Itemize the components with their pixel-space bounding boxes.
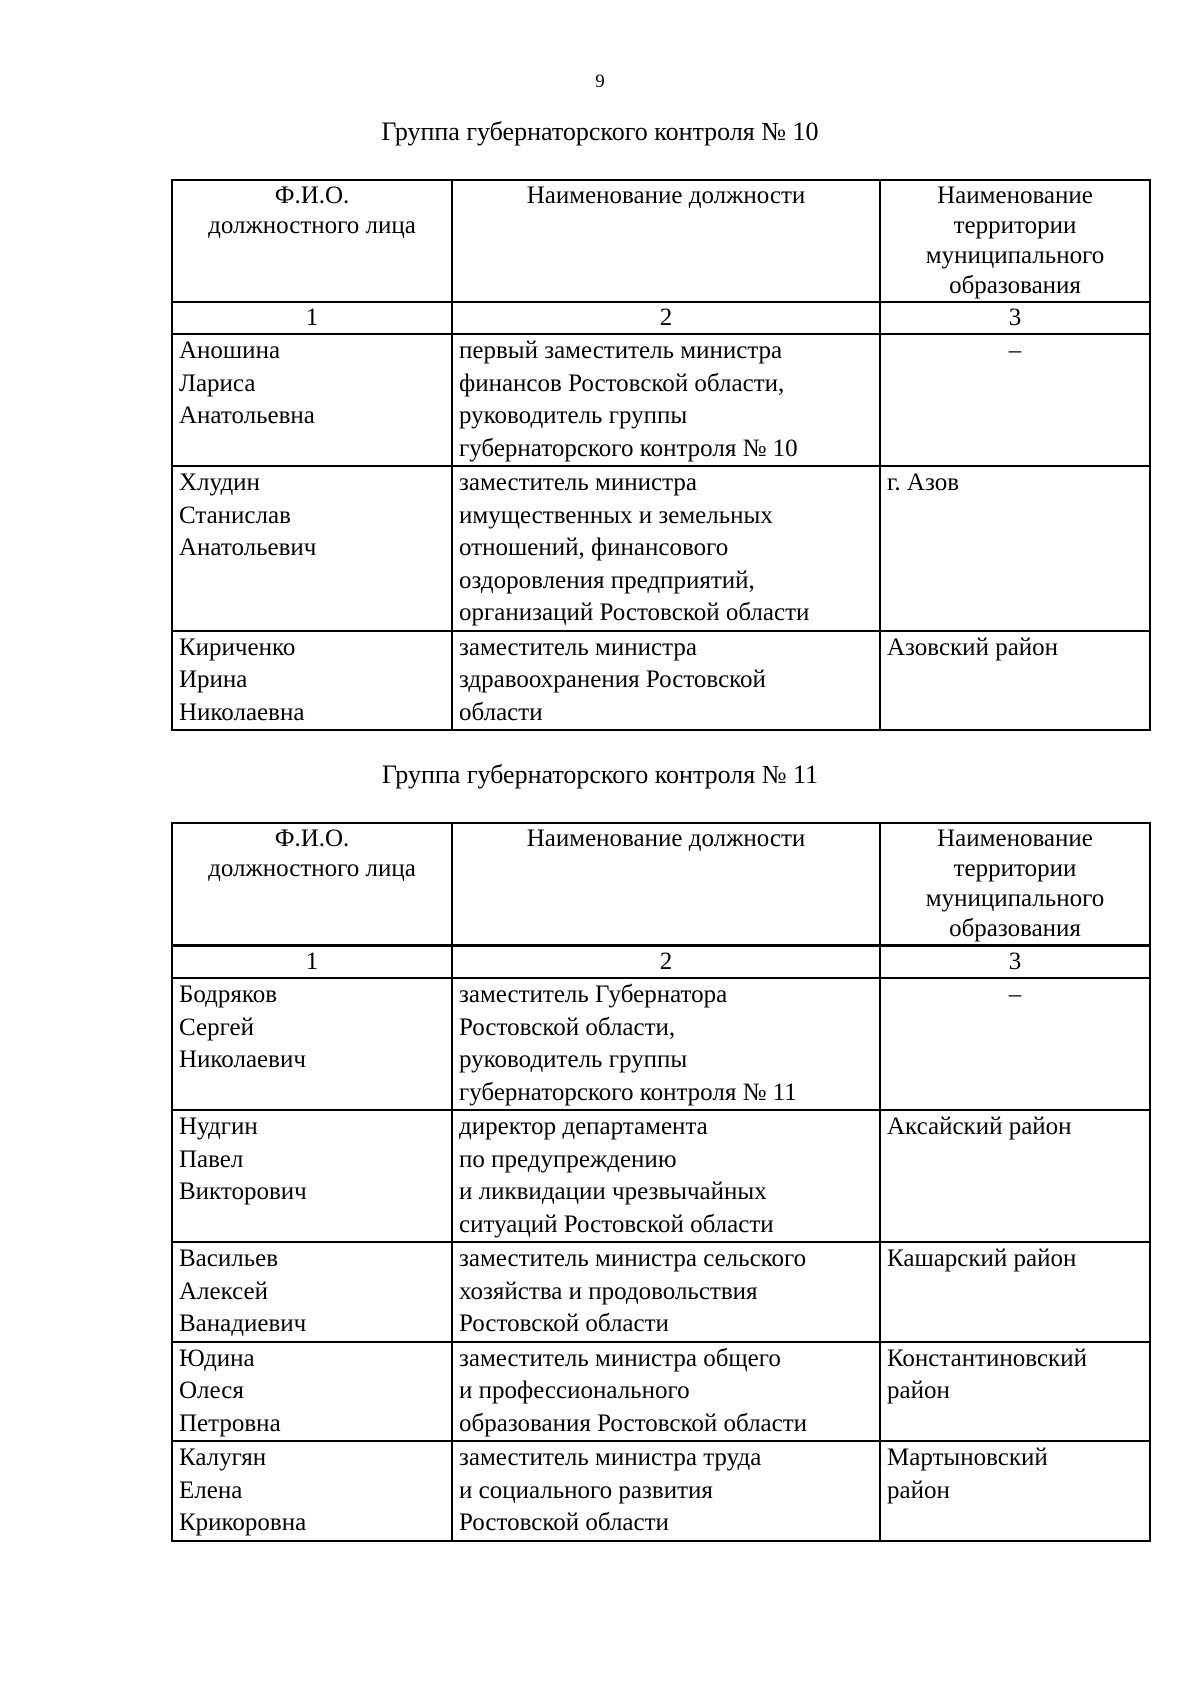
official-name: Нудгин Павел Викторович	[172, 1110, 452, 1242]
territory: Кашарский район	[880, 1242, 1150, 1342]
header-position: Наименование должности	[452, 823, 880, 946]
table-row	[172, 1342, 1150, 1442]
table-row	[172, 1242, 1150, 1342]
table-row	[172, 1441, 1150, 1541]
official-position: заместитель министра сельского хозяйства и продовольствия Ростовской области	[452, 1242, 880, 1342]
column-number-row	[172, 946, 1150, 979]
table-header-row	[172, 180, 1150, 302]
official-position: заместитель министра имущественных и земельных отношений, финансового оздоровления предприятий, организаций Ростовской области	[452, 466, 880, 631]
column-number: 3	[880, 946, 1150, 979]
group-table-11	[171, 822, 1151, 1542]
column-number: 2	[452, 302, 880, 334]
header-position: Наименование должности	[452, 180, 880, 302]
official-position: директор департамента по предупреждению и ликвидации чрезвычайных ситуаций Ростовской области	[452, 1110, 880, 1242]
territory: –	[880, 978, 1150, 1110]
table-row	[172, 631, 1150, 731]
territory: Аксайский район	[880, 1110, 1150, 1242]
official-name: Кириченко Ирина Николаевна	[172, 631, 452, 731]
territory: –	[880, 334, 1150, 466]
table-row	[172, 334, 1150, 466]
official-position: заместитель Губернатора Ростовской области, руководитель группы губернаторского контроля № 11	[452, 978, 880, 1110]
territory: Азовский район	[880, 631, 1150, 731]
header-fio: Ф.И.О. должностного лица	[172, 823, 452, 946]
column-number: 2	[452, 946, 880, 979]
column-number-row	[172, 302, 1150, 334]
header-fio: Ф.И.О. должностного лица	[172, 180, 452, 302]
table-header-row	[172, 823, 1150, 946]
page-number: 9	[595, 71, 605, 92]
official-position: заместитель министра здравоохранения Ростовской области	[452, 631, 880, 731]
territory: Мартыновский район	[880, 1441, 1150, 1541]
official-position: заместитель министра общего и профессионального образования Ростовской области	[452, 1342, 880, 1442]
column-number: 1	[172, 946, 452, 979]
group-table-10	[171, 179, 1151, 731]
header-territory: Наименование территории муниципального образования	[880, 180, 1150, 302]
table-row	[172, 466, 1150, 631]
official-name: Васильев Алексей Ванадиевич	[172, 1242, 452, 1342]
official-name: Калугян Елена Крикоровна	[172, 1441, 452, 1541]
official-position: первый заместитель министра финансов Ростовской области, руководитель группы губернаторского контроля № 10	[452, 334, 880, 466]
table-row	[172, 1110, 1150, 1242]
group-title-10: Группа губернаторского контроля № 10	[381, 117, 819, 146]
official-name: Юдина Олеся Петровна	[172, 1342, 452, 1442]
official-name: Аношина Лариса Анатольевна	[172, 334, 452, 466]
territory: Константиновский район	[880, 1342, 1150, 1442]
table-row	[172, 978, 1150, 1110]
group-title-11: Группа губернаторского контроля № 11	[381, 760, 819, 789]
territory: г. Азов	[880, 466, 1150, 631]
column-number: 1	[172, 302, 452, 334]
official-name: Хлудин Станислав Анатольевич	[172, 466, 452, 631]
official-position: заместитель министра труда и социального развития Ростовской области	[452, 1441, 880, 1541]
header-territory: Наименование территории муниципального образования	[880, 823, 1150, 946]
official-name: Бодряков Сергей Николаевич	[172, 978, 452, 1110]
column-number: 3	[880, 302, 1150, 334]
